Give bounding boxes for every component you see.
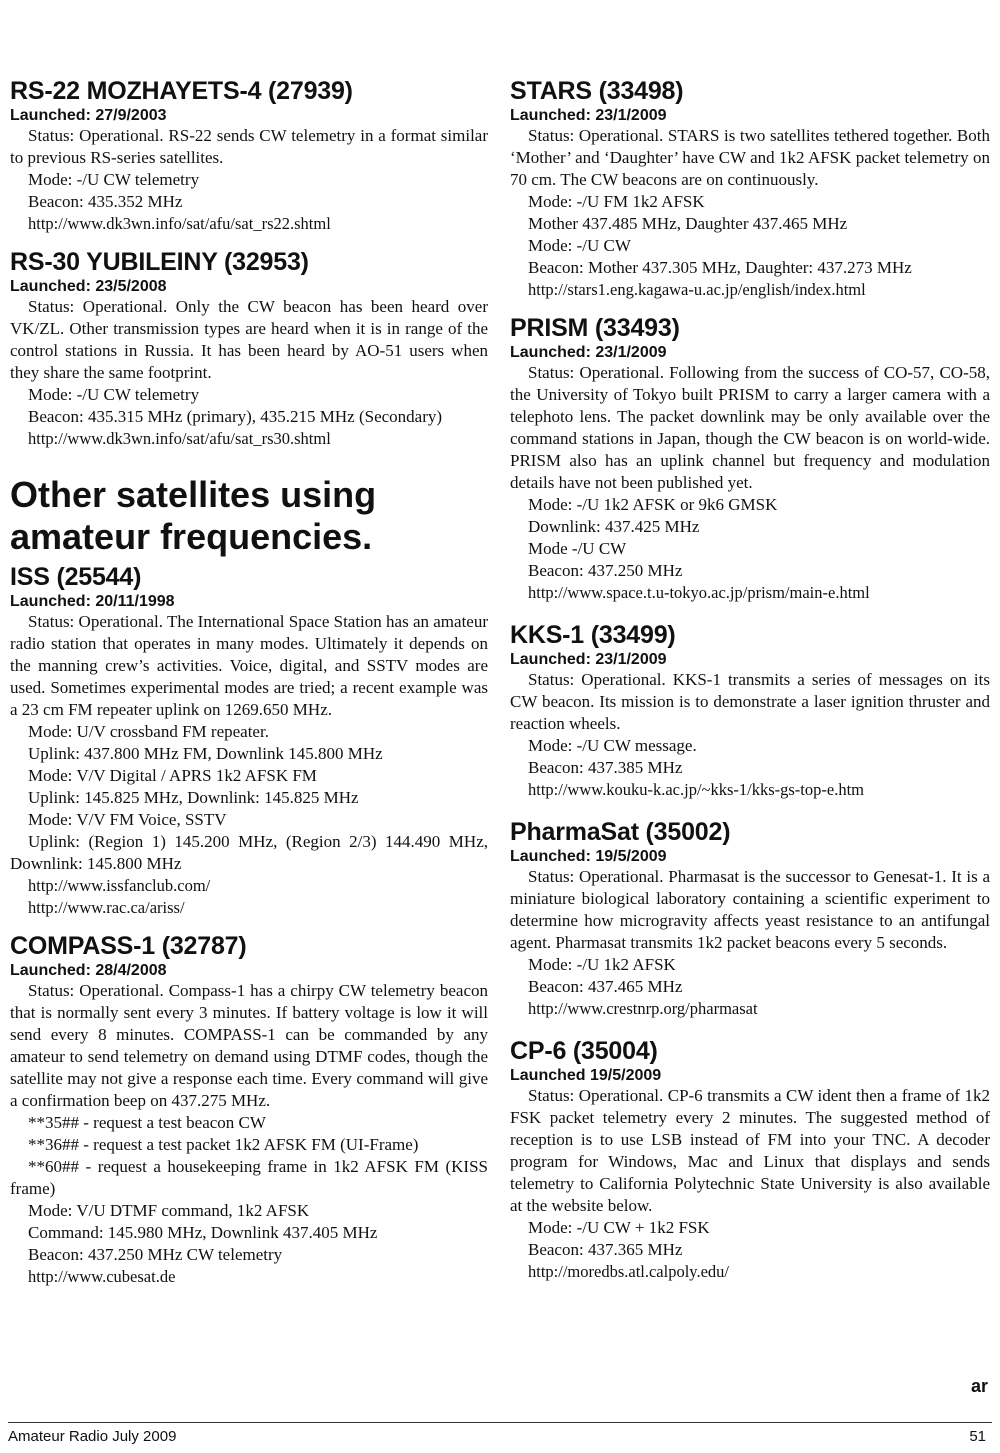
url-link[interactable]: http://www.issfanclub.com/ xyxy=(28,876,211,895)
sat-pharmasat xyxy=(510,817,990,1020)
url-link[interactable]: http://www.rac.ca/ariss/ xyxy=(28,898,185,917)
launched-date: Launched: 19/5/2009 xyxy=(510,848,667,865)
mode-line: Mode: -/U CW xyxy=(528,236,631,255)
url-link[interactable]: http://moredbs.atl.calpoly.edu/ xyxy=(528,1262,730,1281)
command-code: **35## - request a test beacon CW xyxy=(28,1113,266,1132)
mode-line: Mode: U/V crossband FM repeater. xyxy=(28,722,269,741)
right-column xyxy=(510,76,990,1287)
mode-line: Mode: -/U CW message. xyxy=(528,736,697,755)
command-code: **60## - request a housekeeping frame in 1k2 AFSK FM (KISS frame) xyxy=(10,1157,488,1198)
beacon-line: Beacon: 435.352 MHz xyxy=(28,192,183,211)
sat-stars xyxy=(510,76,990,301)
footer-page-number: 51 xyxy=(969,1428,986,1445)
launched-date: Launched: 23/1/2009 xyxy=(510,107,667,124)
mode-line: Mode: V/V FM Voice, SSTV xyxy=(28,810,227,829)
sat-rs22 xyxy=(10,76,488,235)
url-link[interactable]: http://stars1.eng.kagawa-u.ac.jp/english/index.html xyxy=(528,280,866,299)
sat-title: RS-22 MOZHAYETS-4 (27939) xyxy=(10,77,353,105)
url-link[interactable]: http://www.space.t.u-tokyo.ac.jp/prism/main-e.html xyxy=(528,583,870,602)
launched-date: Launched: 28/4/2008 xyxy=(10,962,167,979)
sat-kks1 xyxy=(510,620,990,801)
mode-line: Mode: -/U FM 1k2 AFSK xyxy=(528,192,705,211)
launched-date: Launched: 20/11/1998 xyxy=(10,593,175,610)
url-link[interactable]: http://www.kouku-k.ac.jp/~kks-1/kks-gs-top-e.htm xyxy=(528,780,864,799)
end-of-article-mark: ar xyxy=(970,1376,988,1396)
beacon-line: Beacon: 437.385 MHz xyxy=(528,758,683,777)
status-text: Status: Operational. KKS-1 transmits a series of messages on its CW beacon. Its mission is to demonstrate a laser ignition thruster and reaction wheels. xyxy=(510,670,990,733)
beacon-line: Beacon: Mother 437.305 MHz, Daughter: 437.273 MHz xyxy=(528,258,912,277)
launched-date: Launched: 23/1/2009 xyxy=(510,651,667,668)
sat-title: RS-30 YUBILEINY (32953) xyxy=(10,248,309,276)
sat-compass xyxy=(10,931,488,1288)
beacon-line: Beacon: 437.365 MHz xyxy=(528,1240,683,1259)
status-text: Status: Operational. Pharmasat is the successor to Genesat-1. It is a miniature biological laboratory containing a scientific experiment to determine how microgravity affects yeast resistance to an antifungal agent. Pharmasat transmits 1k2 packet beacons every 5 seconds. xyxy=(510,867,990,952)
sat-title: PRISM (33493) xyxy=(510,314,680,342)
link-line: Uplink: 437.800 MHz FM, Downlink 145.800 MHz xyxy=(28,744,383,763)
url-link[interactable]: http://www.dk3wn.info/sat/afu/sat_rs30.shtml xyxy=(28,429,331,448)
sat-title: STARS (33498) xyxy=(510,77,684,105)
mode-line: Mode: V/U DTMF command, 1k2 AFSK xyxy=(28,1201,310,1220)
mode-line: Mode: -/U 1k2 AFSK xyxy=(528,955,676,974)
freq-line: Mother 437.485 MHz, Daughter 437.465 MHz xyxy=(528,214,848,233)
sat-iss xyxy=(10,562,488,919)
beacon-line: Beacon: 437.465 MHz xyxy=(528,977,683,996)
command-line: Command: 145.980 MHz, Downlink 437.405 MHz xyxy=(28,1223,378,1242)
sat-title: CP-6 (35004) xyxy=(510,1037,658,1065)
status-text: Status: Operational. Compass-1 has a chirpy CW telemetry beacon that is normally sent every 3 minutes. If battery voltage is low it will send every 8 minutes. COMPASS-1 can be commanded by any amateur to send telemetry on demand using DTMF codes, though the satellite may not give a response each time. Every command will give a confirmation beep on 437.275 MHz. xyxy=(10,981,488,1110)
mode-line: Mode -/U CW xyxy=(528,539,627,558)
sat-prism xyxy=(510,313,990,604)
section-heading: Other satellites using amateur frequencies. xyxy=(10,474,377,557)
url-link[interactable]: http://www.dk3wn.info/sat/afu/sat_rs22.shtml xyxy=(28,214,331,233)
mode-line: Mode: -/U CW telemetry xyxy=(28,170,200,189)
mode-line: Mode: -/U CW telemetry xyxy=(28,385,200,404)
status-text: Status: Operational. Only the CW beacon has been heard over VK/ZL. Other transmission types are heard when it is in range of the control stations in Russia. It has been heard by AO-51 users when they share the same footprint. xyxy=(10,297,488,382)
link-line: Uplink: (Region 1) 145.200 MHz, (Region 2/3) 144.490 MHz, Downlink: 145.800 MHz xyxy=(10,832,488,873)
mode-line: Mode: V/V Digital / APRS 1k2 AFSK FM xyxy=(28,766,317,785)
sat-title: COMPASS-1 (32787) xyxy=(10,932,247,960)
status-text: Status: Operational. The International Space Station has an amateur radio station that operates in many modes. Ultimately it depends on the manning crew’s activities. Voice, digital, and SSTV modes are used. Sometimes experimental modes are tried; a recent example was a 23 cm FM repeater uplink on 1269.650 MHz. xyxy=(10,612,488,719)
sat-title: KKS-1 (33499) xyxy=(510,621,676,649)
sat-title: ISS (25544) xyxy=(10,563,142,591)
sat-cp6 xyxy=(510,1036,990,1283)
status-text: Status: Operational. RS-22 sends CW telemetry in a format similar to previous RS-series satellites. xyxy=(10,126,488,167)
sat-rs30 xyxy=(10,247,488,450)
downlink-line: Downlink: 437.425 MHz xyxy=(528,517,700,536)
launched-date: Launched 19/5/2009 xyxy=(510,1067,662,1084)
mode-line: Mode: -/U 1k2 AFSK or 9k6 GMSK xyxy=(528,495,778,514)
beacon-line: Beacon: 437.250 MHz xyxy=(528,561,683,580)
left-column xyxy=(10,76,488,1292)
sat-title: PharmaSat (35002) xyxy=(510,818,731,846)
footer-divider xyxy=(8,1422,992,1423)
status-text: Status: Operational. STARS is two satellites tethered together. Both ‘Mother’ and ‘Daughter’ have CW and 1k2 AFSK packet telemetry on 70 cm. The CW beacons are on continuously. xyxy=(510,126,990,189)
status-text: Status: Operational. CP-6 transmits a CW ident then a frame of 1k2 FSK packet telemetry every 2 minutes. The suggested method of reception is to use LSB instead of FM into your TNC. A decoder program for Windows, Mac and Linux that displays and sends telemetry to California Polytechnic State University is also available at the website below. xyxy=(510,1086,990,1215)
mode-line: Mode: -/U CW + 1k2 FSK xyxy=(528,1218,710,1237)
footer-publication: Amateur Radio July 2009 xyxy=(8,1428,177,1445)
beacon-line: Beacon: 437.250 MHz CW telemetry xyxy=(28,1245,283,1264)
launched-date: Launched: 27/9/2003 xyxy=(10,107,167,124)
command-code: **36## - request a test packet 1k2 AFSK FM (UI-Frame) xyxy=(28,1135,419,1154)
launched-date: Launched: 23/5/2008 xyxy=(10,278,167,295)
link-line: Uplink: 145.825 MHz, Downlink: 145.825 MHz xyxy=(28,788,359,807)
url-link[interactable]: http://www.crestnrp.org/pharmasat xyxy=(528,999,758,1018)
status-text: Status: Operational. Following from the success of CO-57, CO-58, the University of Tokyo built PRISM to carry a larger camera with a telephoto lens. The packet downlink may be only available over the command stations in Japan, though the CW beacon is on world-wide. PRISM also has an uplink channel but frequency and modulation details have not been published yet. xyxy=(510,363,990,492)
launched-date: Launched: 23/1/2009 xyxy=(510,344,667,361)
beacon-line: Beacon: 435.315 MHz (primary), 435.215 MHz (Secondary) xyxy=(28,407,443,426)
url-link[interactable]: http://www.cubesat.de xyxy=(28,1267,176,1286)
